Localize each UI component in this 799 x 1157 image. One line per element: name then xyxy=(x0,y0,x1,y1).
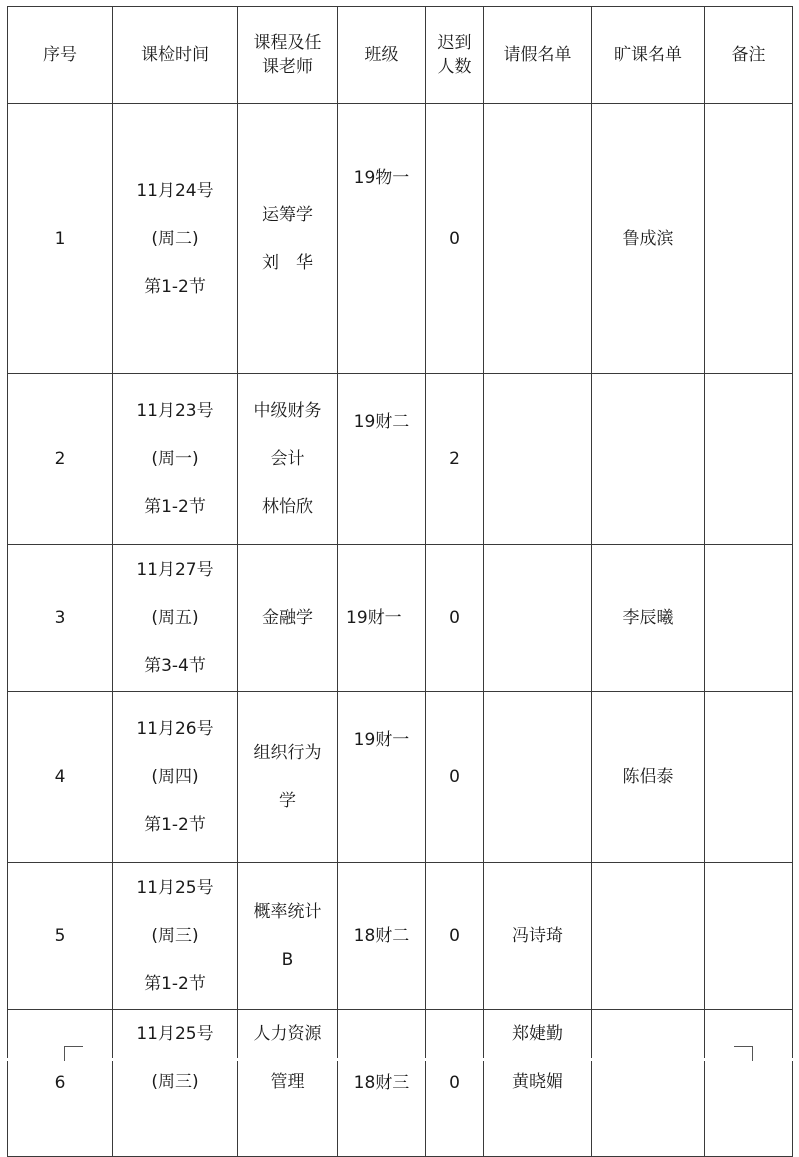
header-cell-leave: 请假名单 xyxy=(484,7,592,104)
cell-late: 0 xyxy=(426,1010,484,1157)
cell-index: 1 xyxy=(8,104,113,374)
cell-note xyxy=(705,104,793,374)
table-row xyxy=(8,545,793,692)
header-cell-absent: 旷课名单 xyxy=(592,7,705,104)
cell-note xyxy=(705,374,793,545)
cell-time: 11月27号 (周五) 第3-4节 xyxy=(113,545,238,692)
cell-absent xyxy=(592,1010,705,1157)
cell-time: 11月25号 (周三) xyxy=(113,1010,238,1157)
cell-class: 18财二 xyxy=(338,863,426,1010)
header-cell-time: 课检时间 xyxy=(113,7,238,104)
cell-absent: 陈侣泰 xyxy=(592,692,705,863)
cell-leave xyxy=(484,545,592,692)
crop-mark-left xyxy=(64,1046,83,1061)
cell-late: 0 xyxy=(426,545,484,692)
cell-class: 19财一 xyxy=(338,692,426,863)
table-row xyxy=(8,863,793,1010)
cell-late: 0 xyxy=(426,863,484,1010)
cell-course: 运筹学 刘 华 xyxy=(238,104,338,374)
crop-mark-right xyxy=(734,1046,753,1061)
cell-class: 18财三 xyxy=(338,1010,426,1157)
cell-absent: 鲁成滨 xyxy=(592,104,705,374)
cell-note xyxy=(705,863,793,1010)
table-row xyxy=(8,1010,793,1157)
attendance-table xyxy=(7,6,793,1157)
cell-course: 中级财务 会计 林怡欣 xyxy=(238,374,338,545)
cell-course: 组织行为 学 xyxy=(238,692,338,863)
table-row xyxy=(8,374,793,545)
cell-index: 5 xyxy=(8,863,113,1010)
cell-index: 4 xyxy=(8,692,113,863)
header-row xyxy=(8,7,793,104)
cell-index: 3 xyxy=(8,545,113,692)
cell-leave xyxy=(484,374,592,545)
cell-class: 19财一 xyxy=(338,545,426,692)
cell-class: 19财二 xyxy=(338,374,426,545)
cell-course: 金融学 xyxy=(238,545,338,692)
table-row xyxy=(8,692,793,863)
cell-note xyxy=(705,545,793,692)
cell-leave xyxy=(484,104,592,374)
cell-absent xyxy=(592,374,705,545)
cell-absent xyxy=(592,863,705,1010)
header-cell-late: 迟到 人数 xyxy=(426,7,484,104)
cell-time: 11月25号 (周三) 第1-2节 xyxy=(113,863,238,1010)
cell-leave xyxy=(484,692,592,863)
cell-index: 6 xyxy=(8,1010,113,1157)
cell-late: 0 xyxy=(426,104,484,374)
cell-note xyxy=(705,1010,793,1157)
cell-time: 11月26号 (周四) 第1-2节 xyxy=(113,692,238,863)
cell-absent: 李辰曦 xyxy=(592,545,705,692)
cell-course: 人力资源 管理 xyxy=(238,1010,338,1157)
header-cell-class: 班级 xyxy=(338,7,426,104)
cell-course: 概率统计 B xyxy=(238,863,338,1010)
table-row xyxy=(8,104,793,374)
cell-time: 11月23号 (周一) 第1-2节 xyxy=(113,374,238,545)
cell-leave: 郑婕勤 黄晓媚 xyxy=(484,1010,592,1157)
cell-note xyxy=(705,692,793,863)
header-cell-note: 备注 xyxy=(705,7,793,104)
cell-late: 2 xyxy=(426,374,484,545)
cell-class: 19物一 xyxy=(338,104,426,374)
cell-index: 2 xyxy=(8,374,113,545)
cell-leave: 冯诗琦 xyxy=(484,863,592,1010)
header-cell-course: 课程及任 课老师 xyxy=(238,7,338,104)
cell-time: 11月24号 (周二) 第1-2节 xyxy=(113,104,238,374)
cell-late: 0 xyxy=(426,692,484,863)
header-cell-index: 序号 xyxy=(8,7,113,104)
